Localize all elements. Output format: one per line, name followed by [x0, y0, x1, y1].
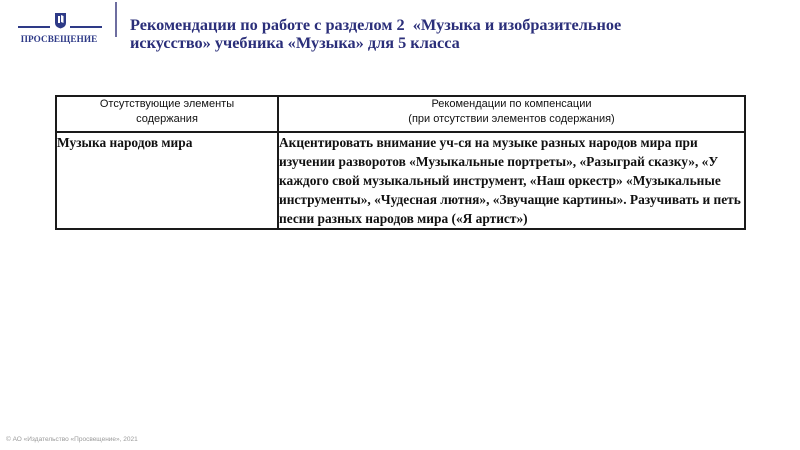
book-shield-icon: [54, 12, 67, 29]
column-header-line: Отсутствующие элементы: [99, 98, 235, 110]
column-header-line: Рекомендации по компенсации: [431, 98, 592, 110]
column-header-missing-elements: [56, 96, 278, 132]
logo-line-left: [18, 26, 50, 28]
prosveshchenie-logo: [14, 12, 104, 48]
cell-recommendation: Акцентировать внимание уч-ся на музыке разных народов мира при изучении разворотов «Музыкальные портреты», «Разыграй сказку», «У каждого свой музыкальный инструмент, «Наш оркестр» «Музыкальные инструменты», «Чудесная лютня», «Звучащие картины». Разучивать и петь песни разных народов мира («Я артист»): [278, 132, 745, 229]
header-divider: [115, 2, 117, 37]
recommendations-table: [55, 95, 746, 230]
page-title-line-1: Рекомендации по работе с разделом 2 «Музыка и изобразительное: [130, 15, 622, 34]
copyright-footer: © АО «Издательство «Просвещение», 2021: [6, 436, 138, 443]
logo-line-right: [70, 26, 102, 28]
column-header-line: (при отсутствии элементов содержания): [408, 113, 615, 125]
logo-text: ПРОСВЕЩЕНИЕ: [20, 34, 98, 44]
column-header-recommendations: [278, 96, 745, 132]
page-title-line-2: искусство» учебника «Музыка» для 5 класса: [130, 33, 460, 52]
column-header-line: содержания: [136, 113, 198, 125]
cell-missing-element: Музыка народов мира: [56, 132, 278, 229]
page-title: [130, 16, 690, 52]
table-row: [56, 132, 745, 229]
table-header-row: [56, 96, 745, 132]
